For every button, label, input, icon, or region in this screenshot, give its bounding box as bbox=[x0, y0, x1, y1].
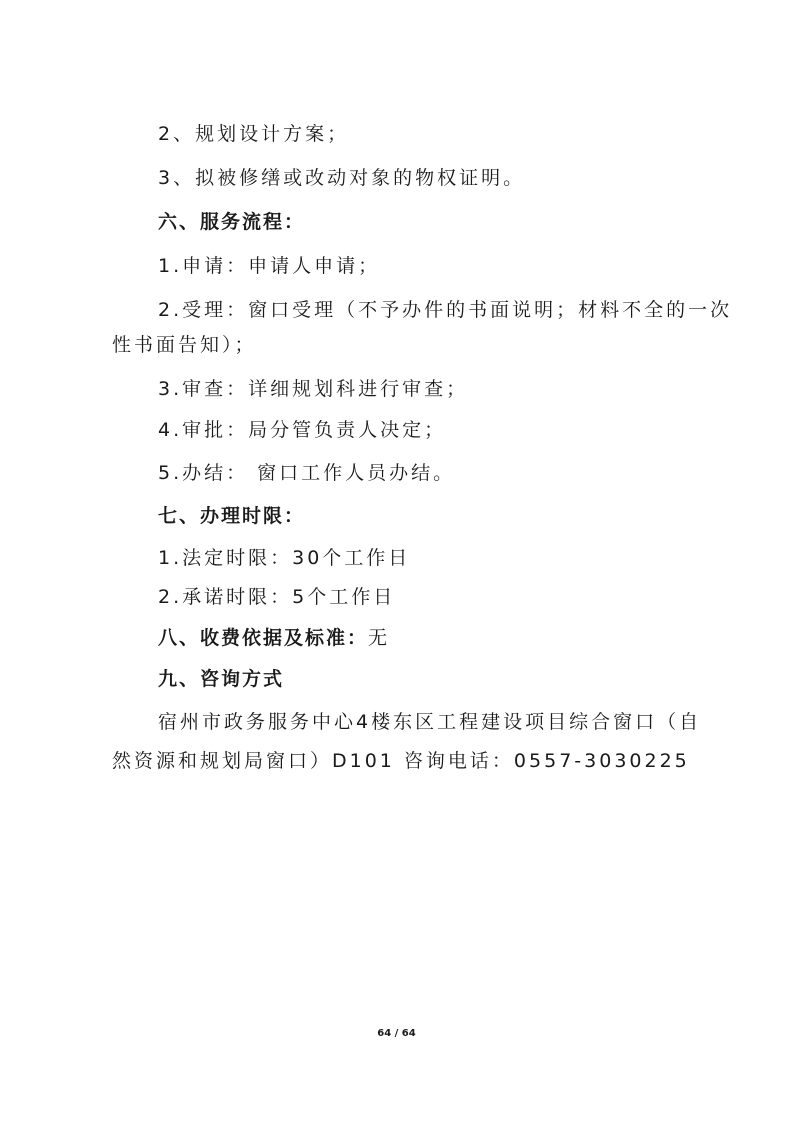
time-limit-promised: 2.承诺时限：5个工作日 bbox=[158, 586, 396, 608]
process-step-review: 3.审查：详细规划科进行审查； bbox=[158, 378, 469, 400]
section-heading-consultation: 九、咨询方式 bbox=[158, 668, 285, 690]
process-step-apply: 1.申请：申请人申请； bbox=[158, 255, 381, 277]
process-step-accept: 2.受理：窗口受理（不予办件的书面说明；材料不全的一次 bbox=[158, 299, 733, 321]
process-step-complete: 5.办结： 窗口工作人员办结。 bbox=[158, 462, 456, 484]
consultation-address: 宿州市政务服务中心4楼东区工程建设项目综合窗口（自 bbox=[158, 711, 702, 733]
list-item-property-proof: 3、拟被修缮或改动对象的物权证明。 bbox=[158, 167, 526, 189]
section-heading-time-limit: 七、办理时限： bbox=[158, 505, 306, 527]
process-step-approve: 4.审批：局分管负责人决定； bbox=[158, 419, 447, 441]
list-item-planning-design: 2、规划设计方案； bbox=[158, 123, 350, 145]
consultation-address-continued: 然资源和规划局窗口）D101 咨询电话：0557-3030225 bbox=[112, 750, 690, 772]
time-limit-statutory: 1.法定时限：30个工作日 bbox=[158, 547, 411, 569]
page-number: 64 / 64 bbox=[377, 1028, 416, 1039]
section-heading-fee-basis: 八、收费依据及标准： bbox=[158, 627, 369, 649]
process-step-accept-continued: 性书面告知）； bbox=[112, 334, 257, 356]
section-fee-basis bbox=[0, 625, 793, 651]
fee-basis-value: 无 bbox=[368, 627, 391, 649]
section-heading-service-process: 六、服务流程： bbox=[158, 211, 306, 233]
